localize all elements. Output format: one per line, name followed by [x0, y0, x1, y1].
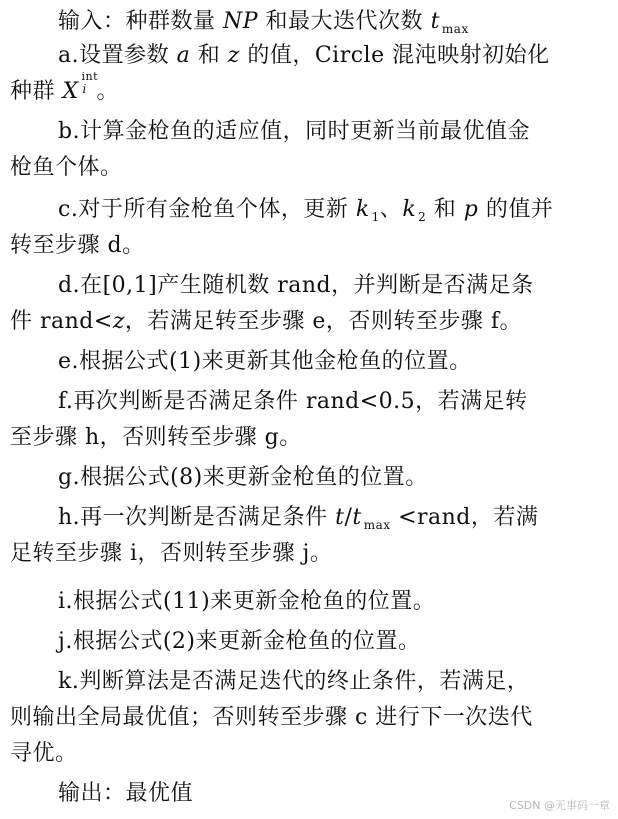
subscript-1: 1: [371, 210, 380, 224]
step-f-line-1: [58, 384, 528, 420]
step-b-line-1: [58, 114, 530, 150]
text: f.再次判断是否满足条件 rand<0.5，若满足转: [58, 389, 528, 414]
math-np: NP: [223, 9, 259, 34]
step-d-line-1: [58, 268, 534, 304]
step-h-line-1: [58, 500, 538, 536]
text: 寻优。: [10, 741, 78, 766]
superscript-int: int: [81, 70, 99, 83]
text: 枪鱼个体。: [10, 155, 123, 180]
subscript-max: max: [441, 22, 469, 36]
subscript-2: 2: [418, 210, 427, 224]
math-z: z: [112, 309, 125, 334]
step-e-line: [58, 344, 472, 380]
step-i-line: [58, 584, 435, 620]
step-h-line-2: [10, 536, 332, 572]
text: 和: [190, 43, 228, 68]
math-a: a: [176, 43, 191, 68]
text: 种群: [10, 79, 63, 104]
text: 足转至步骤 i，否则转至步骤 j。: [10, 541, 333, 566]
step-a-line-2: [10, 70, 120, 110]
subscript-i: i: [82, 82, 87, 96]
math-k: k: [402, 197, 417, 222]
text: e.根据公式(1)来更新其他金枪鱼的位置。: [58, 349, 472, 374]
step-c-line-2: [10, 228, 145, 264]
text: 和: [426, 197, 464, 222]
step-d-line-2: [10, 304, 522, 340]
step-f-line-2: [10, 420, 302, 456]
text: 。: [96, 79, 120, 104]
text: 则输出全局最优值；否则转至步骤 c 进行下一次迭代: [10, 705, 533, 730]
text: g.根据公式(8)来更新金枪鱼的位置。: [58, 465, 428, 490]
text: 输出：最优值: [58, 781, 194, 806]
text: 至步骤 h，否则转至步骤 g。: [10, 425, 302, 450]
math-t: t: [335, 505, 345, 530]
text: 的值，Circle 混沌映射初始化: [239, 43, 550, 68]
csdn-watermark: CSDN @无事码一章: [509, 799, 610, 812]
text: 、: [379, 197, 403, 222]
math-t: t: [430, 9, 440, 34]
math-p: p: [463, 197, 479, 222]
text: 的值并: [478, 197, 554, 222]
step-c-line-1: [58, 192, 553, 228]
text: <rand，若满: [390, 505, 539, 530]
input-line: [58, 4, 469, 40]
output-line: [58, 776, 193, 812]
math-z: z: [227, 43, 240, 68]
step-b-line-2: [10, 150, 123, 186]
text: h.再一次判断是否满足条件: [58, 505, 336, 530]
step-a-line-1: [58, 38, 550, 74]
step-k-line-2: [10, 700, 533, 736]
text: 件 rand<: [10, 309, 113, 334]
math-x: X: [62, 79, 79, 104]
text: /: [344, 505, 353, 530]
text: ，若满足转至步骤 e，否则转至步骤 f。: [124, 309, 523, 334]
text: 和最大迭代次数: [258, 9, 431, 34]
text: 转至步骤 d。: [10, 233, 145, 258]
step-j-line: [58, 624, 420, 660]
text: k.判断算法是否满足迭代的终止条件，若满足，: [58, 669, 530, 694]
text: b.计算金枪鱼的适应值，同时更新当前最优值金: [58, 119, 531, 144]
math-t: t: [352, 505, 362, 530]
text: i.根据公式(11)来更新金枪鱼的位置。: [58, 589, 436, 614]
math-k: k: [355, 197, 370, 222]
text: 输入：种群数量: [58, 9, 223, 34]
step-g-line: [58, 460, 428, 496]
step-k-line-1: [58, 664, 529, 700]
text: d.在[0,1]产生随机数 rand，并判断是否满足条: [58, 273, 534, 298]
subscript-max: max: [363, 518, 391, 532]
text: j.根据公式(2)来更新金枪鱼的位置。: [58, 629, 421, 654]
text: a.设置参数: [58, 43, 177, 68]
step-k-line-3: [10, 736, 78, 772]
text: c.对于所有金枪鱼个体，更新: [58, 197, 356, 222]
